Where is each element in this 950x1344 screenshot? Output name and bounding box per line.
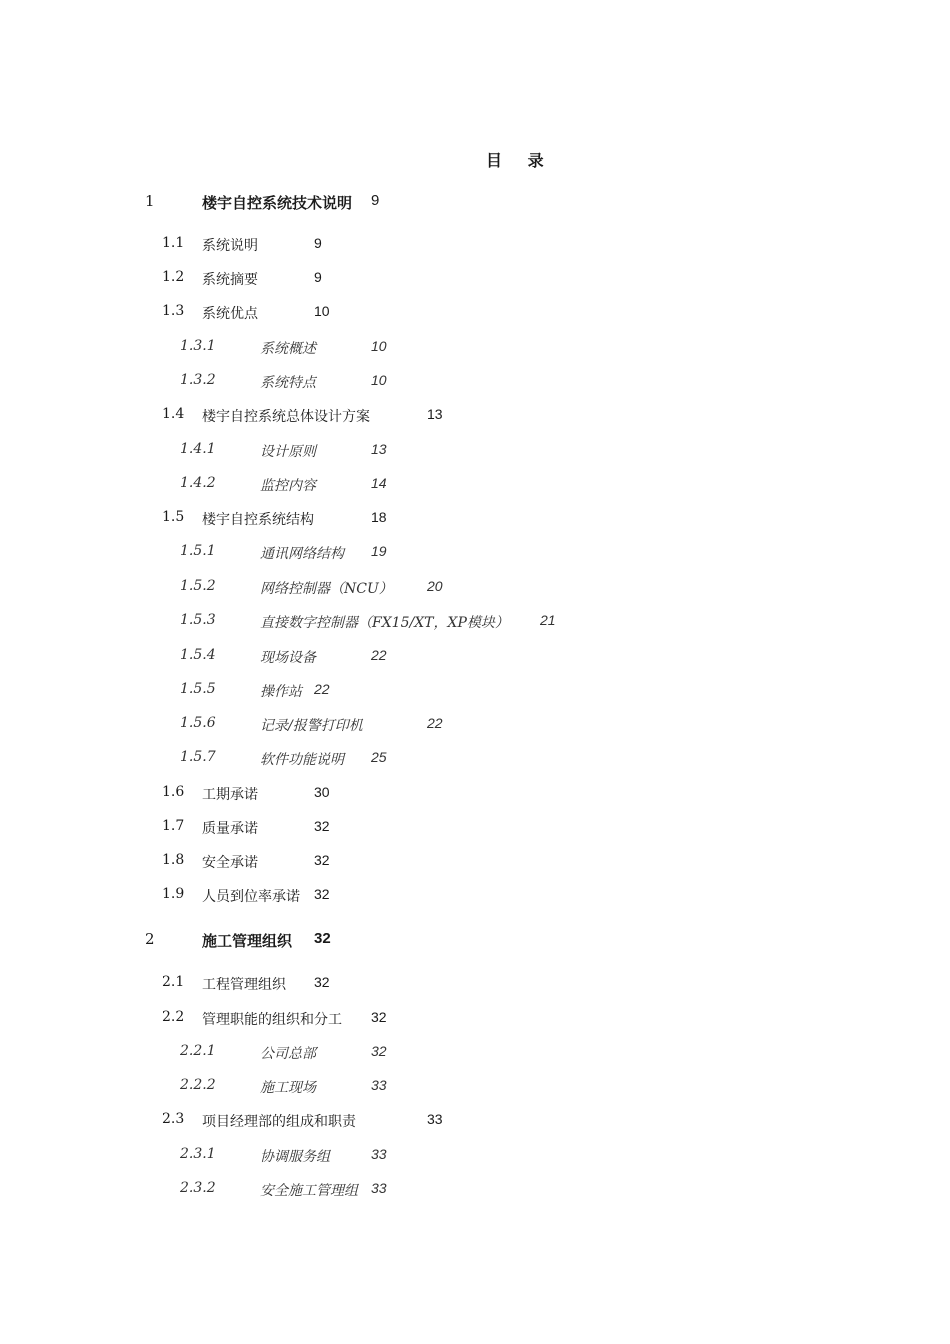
toc-entry-number: 1 — [145, 192, 155, 210]
toc-entry-title: 操作站 — [260, 684, 302, 700]
toc-entry-title: 项目经理部的组成和职责 — [202, 1114, 356, 1130]
toc-entry-title: 通讯网络结构 — [260, 546, 344, 562]
toc-entry-number: 1.5.7 — [180, 749, 216, 765]
toc-entry-title: 系统概述 — [260, 341, 316, 357]
toc-entry-page: 32 — [314, 974, 330, 990]
toc-entry-number: 1.5 — [162, 509, 185, 525]
toc-entry-page: 30 — [314, 784, 330, 800]
toc-entry-page: 10 — [371, 372, 387, 388]
toc-entry-title: 协调服务组 — [260, 1149, 330, 1165]
toc-entry-page: 9 — [314, 269, 322, 285]
toc-entry-page: 33 — [427, 1111, 443, 1127]
toc-entry-number: 1.3.2 — [180, 372, 216, 388]
toc-entry-title: 网络控制器（NCU） — [260, 581, 393, 597]
toc-entry-page: 25 — [371, 749, 387, 765]
toc-entry-title: 公司总部 — [260, 1046, 316, 1062]
toc-entry-page: 33 — [371, 1146, 387, 1162]
toc-entry-title: 安全施工管理组 — [260, 1183, 358, 1199]
toc-entry-page: 10 — [371, 338, 387, 354]
toc-entry-title: 软件功能说明 — [260, 752, 344, 768]
toc-entry-title: 系统摘要 — [202, 272, 258, 288]
toc-entry-number: 1.9 — [162, 886, 185, 902]
toc-entry-number: 1.4 — [162, 406, 185, 422]
toc-entry-number: 1.4.1 — [180, 441, 216, 457]
toc-entry-number: 1.7 — [162, 818, 185, 834]
toc-entry-number: 2.2.2 — [180, 1077, 216, 1093]
toc-entry-page: 13 — [427, 406, 443, 422]
toc-entry-page: 32 — [371, 1009, 387, 1025]
toc-entry-title: 施工管理组织 — [202, 932, 293, 950]
toc-entry-number: 1.5.3 — [180, 612, 216, 628]
toc-entry-title: 安全承诺 — [202, 855, 258, 871]
toc-entry-title: 楼宇自控系统总体设计方案 — [202, 409, 370, 425]
toc-entry-title: 楼宇自控系统结构 — [202, 512, 314, 528]
toc-entry-title: 直接数字控制器（FX15/XT，XP模块） — [260, 615, 509, 631]
toc-entry-page: 19 — [371, 543, 387, 559]
toc-entry-page: 10 — [314, 303, 330, 319]
toc-entry-title: 记录/报警打印机 — [260, 718, 363, 734]
toc-entry-title: 施工现场 — [260, 1080, 316, 1096]
toc-entry-number: 1.5.4 — [180, 647, 216, 663]
toc-entry-title: 质量承诺 — [202, 821, 258, 837]
toc-entry-number: 2.2.1 — [180, 1043, 216, 1059]
toc-entry-page: 22 — [314, 681, 330, 697]
toc-entry-page: 14 — [371, 475, 387, 491]
toc-entry-page: 9 — [371, 192, 380, 209]
toc-entry-number: 1.3 — [162, 303, 185, 319]
toc-entry-number: 1.4.2 — [180, 475, 216, 491]
toc-entry-number: 1.2 — [162, 269, 185, 285]
toc-entry-page: 32 — [314, 818, 330, 834]
toc-entry-number: 2.1 — [162, 974, 185, 990]
toc-entry-number: 1.5.1 — [180, 543, 216, 559]
toc-entry-page: 33 — [371, 1077, 387, 1093]
toc-entry-title: 系统优点 — [202, 306, 258, 322]
toc-entry-title: 监控内容 — [260, 478, 316, 494]
toc-entry-number: 1.6 — [162, 784, 185, 800]
toc-entry-title: 人员到位率承诺 — [202, 889, 300, 905]
toc-entry-page: 32 — [371, 1043, 387, 1059]
toc-entry-number: 1.1 — [162, 235, 185, 251]
toc-entry-page: 21 — [540, 612, 556, 628]
toc-entry-title: 系统特点 — [260, 375, 316, 391]
toc-entry-title: 设计原则 — [260, 444, 316, 460]
toc-entry-page: 32 — [314, 930, 331, 947]
toc-entry-page: 22 — [427, 715, 443, 731]
toc-entry-title: 管理职能的组织和分工 — [202, 1012, 342, 1028]
toc-entry-page: 9 — [314, 235, 322, 251]
toc-entry-number: 2.2 — [162, 1009, 185, 1025]
toc-entry-title: 系统说明 — [202, 238, 258, 254]
toc-entry-number: 2.3.2 — [180, 1180, 216, 1196]
toc-entry-number: 1.5.5 — [180, 681, 216, 697]
toc-entry-page: 32 — [314, 886, 330, 902]
toc-entry-page: 33 — [371, 1180, 387, 1196]
toc-entry-number: 1.5.6 — [180, 715, 216, 731]
toc-entry-number: 2 — [145, 930, 155, 948]
toc-entry-number: 1.5.2 — [180, 578, 216, 594]
toc-entry-title: 楼宇自控系统技术说明 — [202, 194, 353, 212]
toc-title: 目 录 — [486, 151, 554, 170]
toc-entry-page: 13 — [371, 441, 387, 457]
toc-entry-number: 1.3.1 — [180, 338, 216, 354]
toc-entry-page: 22 — [371, 647, 387, 663]
toc-entry-page: 20 — [427, 578, 443, 594]
toc-entry-title: 工程管理组织 — [202, 977, 286, 993]
toc-entry-number: 2.3 — [162, 1111, 185, 1127]
toc-entry-number: 2.3.1 — [180, 1146, 216, 1162]
toc-entry-title: 工期承诺 — [202, 787, 258, 803]
toc-entry-page: 18 — [371, 509, 387, 525]
toc-entry-number: 1.8 — [162, 852, 185, 868]
toc-entry-title: 现场设备 — [260, 650, 316, 666]
toc-entry-page: 32 — [314, 852, 330, 868]
